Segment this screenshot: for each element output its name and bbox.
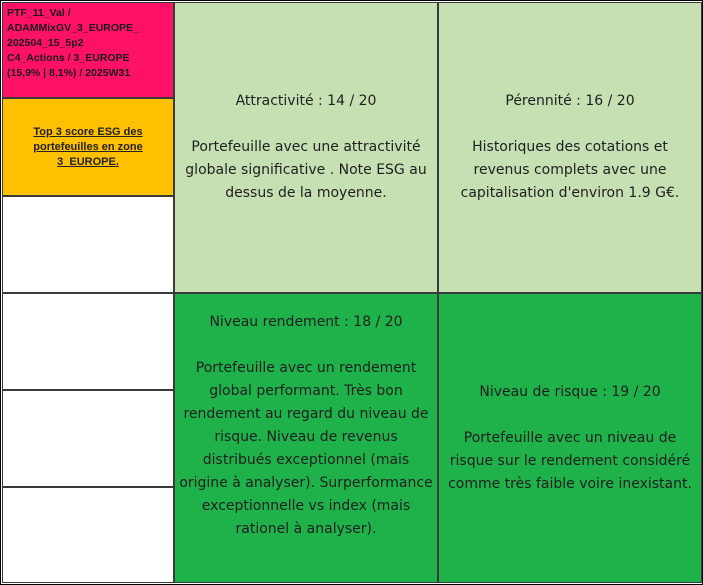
- perennite-title: Pérennité : 16 / 20: [505, 93, 635, 109]
- top3-esg-cell: [2, 98, 174, 196]
- risque-quadrant: [438, 293, 702, 583]
- attractivite-title: Attractivité : 14 / 20: [235, 93, 377, 109]
- attractivite-description: Portefeuille avec une attractivité globale significative . Note ESG au dessus de la moyenne.: [185, 139, 427, 201]
- portfolio-id-line: C4_Actions / 3_EUROPE: [7, 52, 130, 64]
- risque-description: Portefeuille avec un niveau de risque sur le rendement considéré comme très faible voire inexistant.: [448, 429, 692, 492]
- portfolio-id-line: 202504_15_5p2: [7, 37, 84, 49]
- empty-cell: [2, 390, 174, 487]
- rendement-title: Niveau rendement : 18 / 20: [209, 314, 403, 330]
- top3-esg-label: Top 3 score ESG des portefeuilles en zone 3_EUROPE.: [33, 125, 143, 168]
- risque-title: Niveau de risque : 19 / 20: [479, 383, 661, 400]
- portfolio-id-cell: [2, 2, 174, 98]
- perennite-quadrant: [438, 2, 702, 293]
- empty-cell: [2, 196, 174, 293]
- attractivite-quadrant: [174, 2, 438, 293]
- empty-cell: [2, 293, 174, 390]
- portfolio-id-line: PTF_11_Val /: [7, 7, 71, 19]
- portfolio-id-line: ADAMMixGV_3_EUROPE_: [7, 22, 139, 34]
- empty-cell: [2, 487, 174, 583]
- rendement-description: Portefeuille avec un rendement global performant. Très bon rendement au regard du niveau de risque. Niveau de revenus distribués exceptionnel (mais origine à analyser). Surperformance exceptionnelle vs index (mais rationel à analyser).: [179, 360, 433, 537]
- portfolio-id-line: (15,9% | 8,1%) / 2025W31: [7, 67, 131, 79]
- rendement-quadrant: [174, 293, 438, 583]
- perennite-description: Historiques des cotations et revenus complets avec une capitalisation d'environ 1.9 G€.: [460, 139, 680, 201]
